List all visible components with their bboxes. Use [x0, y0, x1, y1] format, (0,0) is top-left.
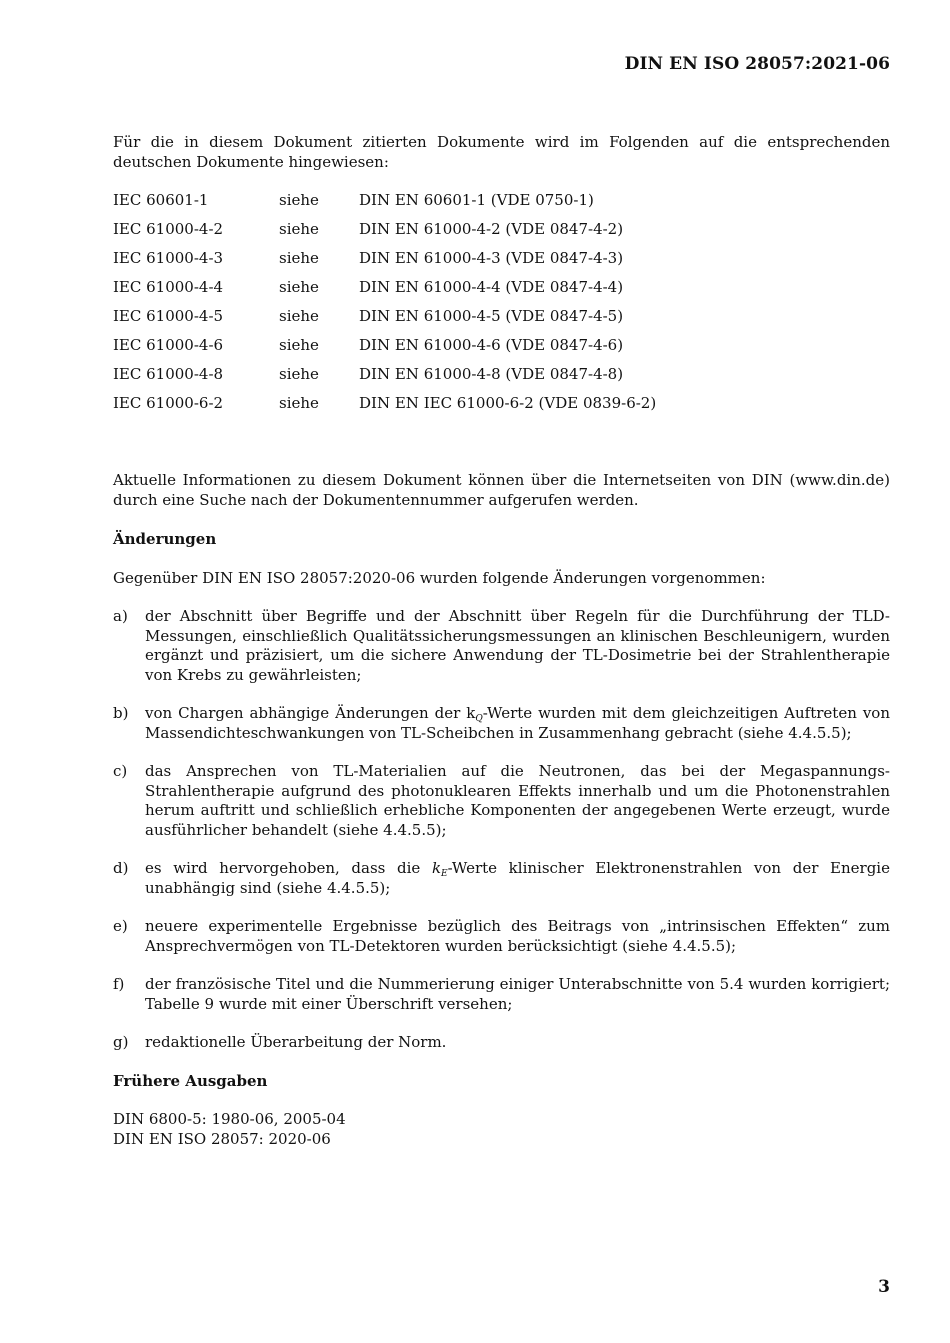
see-word: siehe: [279, 394, 319, 412]
table-row: [113, 278, 656, 307]
earlier-editions-heading: Frühere Ausgaben: [113, 1071, 268, 1090]
item-label: e): [113, 917, 128, 935]
reference-table: [113, 191, 656, 423]
info-paragraph: Aktuelle Informationen zu diesem Dokument können über die Internetseiten von DIN (www.din.de) durch eine Suche nach der Dokumentennummer aufgerufen werden.: [113, 471, 890, 509]
changes-lead: Gegenüber DIN EN ISO 28057:2020-06 wurden folgende Änderungen vorgenommen:: [113, 568, 766, 587]
table-row: [113, 249, 656, 278]
item-label: a): [113, 607, 128, 625]
din-reference: DIN EN 61000-4-4 (VDE 0847-4-4): [359, 278, 624, 296]
change-item-g: [113, 1033, 890, 1053]
earlier-edition-line: DIN EN ISO 28057: 2020-06: [113, 1129, 331, 1148]
item-text: neuere experimentelle Ergebnisse bezüglich des Beitrags von „intrinsischen Effekten“ zum Ansprechvermögen von TL-Detektoren wurden berücksichtigt (siehe 4.4.5.5);: [145, 917, 890, 955]
see-word: siehe: [279, 365, 319, 383]
kq-subscript: Q: [475, 714, 483, 724]
table-row: [113, 336, 656, 365]
din-reference: DIN EN 61000-4-5 (VDE 0847-4-5): [359, 307, 624, 325]
see-word: siehe: [279, 336, 319, 354]
item-text-post: -Werte wurden mit dem gleichzeitigen Auftreten von Massendichteschwankungen von TL-Scheibchen in Zusammenhang gebracht (siehe 4.4.5.5);: [145, 704, 890, 742]
table-row: [113, 307, 656, 336]
din-reference: DIN EN 61000-4-8 (VDE 0847-4-8): [359, 365, 624, 383]
ke-symbol: k: [431, 859, 442, 877]
document-id-header: DIN EN ISO 28057:2021-06: [624, 54, 890, 74]
change-item-a: [113, 607, 890, 685]
item-text: der französische Titel und die Nummerierung einiger Unterabschnitte von 5.4 wurden korrigiert; Tabelle 9 wurde mit einer Überschrift versehen;: [145, 975, 890, 1013]
iec-reference: IEC 61000-6-2: [113, 394, 224, 412]
item-label: c): [113, 762, 128, 780]
change-item-d: [113, 859, 890, 898]
item-text: [145, 704, 890, 743]
table-row: [113, 220, 656, 249]
item-label: d): [113, 859, 129, 877]
change-item-e: [113, 917, 890, 956]
din-reference: DIN EN 60601-1 (VDE 0750-1): [359, 191, 594, 209]
see-word: siehe: [279, 249, 319, 267]
item-label: b): [113, 704, 129, 722]
see-word: siehe: [279, 307, 319, 325]
iec-reference: IEC 61000-4-3: [113, 249, 224, 267]
table-row: [113, 365, 656, 394]
item-text: redaktionelle Überarbeitung der Norm.: [145, 1033, 447, 1051]
item-text: das Ansprechen von TL-Materialien auf die Neutronen, das bei der Megaspannungs-Strahlentherapie aufgrund des photonuklearen Effekts innerhalb und um die Photonenstrahlen herum auftritt und schließlich erhebliche Komponenten der angegebenen Werte erzeugt, wurde ausführlicher behandelt (siehe 4.4.5.5);: [145, 762, 890, 839]
see-word: siehe: [279, 278, 319, 296]
iec-reference: IEC 61000-4-2: [113, 220, 224, 238]
earlier-edition-line: DIN 6800-5: 1980-06, 2005-04: [113, 1110, 346, 1128]
din-reference: DIN EN 61000-4-6 (VDE 0847-4-6): [359, 336, 624, 354]
table-row: [113, 191, 656, 220]
din-reference: DIN EN IEC 61000-6-2 (VDE 0839-6-2): [359, 394, 657, 412]
item-label: g): [113, 1033, 129, 1051]
iec-reference: IEC 60601-1: [113, 191, 209, 209]
item-text: der Abschnitt über Begriffe und der Abschnitt über Regeln für die Durchführung der TLD-Messungen, einschließlich Qualitätssicherungsmessungen an klinischen Beschleunigern, wurden ergänzt und präzisiert, um die sichere Anwendung der TL-Dosimetrie bei der Strahlentherapie von Krebs zu gewährleisten;: [145, 607, 890, 684]
item-label: f): [113, 975, 125, 993]
change-item-c: [113, 762, 890, 840]
iec-reference: IEC 61000-4-5: [113, 307, 224, 325]
iec-reference: IEC 61000-4-6: [113, 336, 224, 354]
page-number: 3: [878, 1277, 890, 1297]
see-word: siehe: [279, 220, 319, 238]
item-text: [145, 859, 890, 898]
iec-reference: IEC 61000-4-4: [113, 278, 224, 296]
din-reference: DIN EN 61000-4-3 (VDE 0847-4-3): [359, 249, 624, 267]
see-word: siehe: [279, 191, 319, 209]
iec-reference: IEC 61000-4-8: [113, 365, 224, 383]
earlier-editions-list: [113, 1110, 890, 1149]
item-text-pre: es wird hervorgehoben, dass die: [145, 859, 432, 877]
page-content: [113, 133, 890, 1149]
item-text-post: -Werte klinischer Elektronenstrahlen von der Energie unabhängig sind (siehe 4.4.5.5);: [145, 859, 890, 897]
intro-paragraph: Für die in diesem Dokument zitierten Dokumente wird im Folgenden auf die entsprechenden deutschen Dokumente hingewiesen:: [113, 133, 890, 171]
change-item-f: [113, 975, 890, 1014]
ke-subscript: E: [441, 869, 448, 879]
item-text-pre: von Chargen abhängige Änderungen der k: [145, 704, 476, 722]
table-row: [113, 394, 656, 423]
changes-heading: Änderungen: [113, 530, 217, 548]
din-reference: DIN EN 61000-4-2 (VDE 0847-4-2): [359, 220, 624, 238]
change-item-b: [113, 704, 890, 743]
